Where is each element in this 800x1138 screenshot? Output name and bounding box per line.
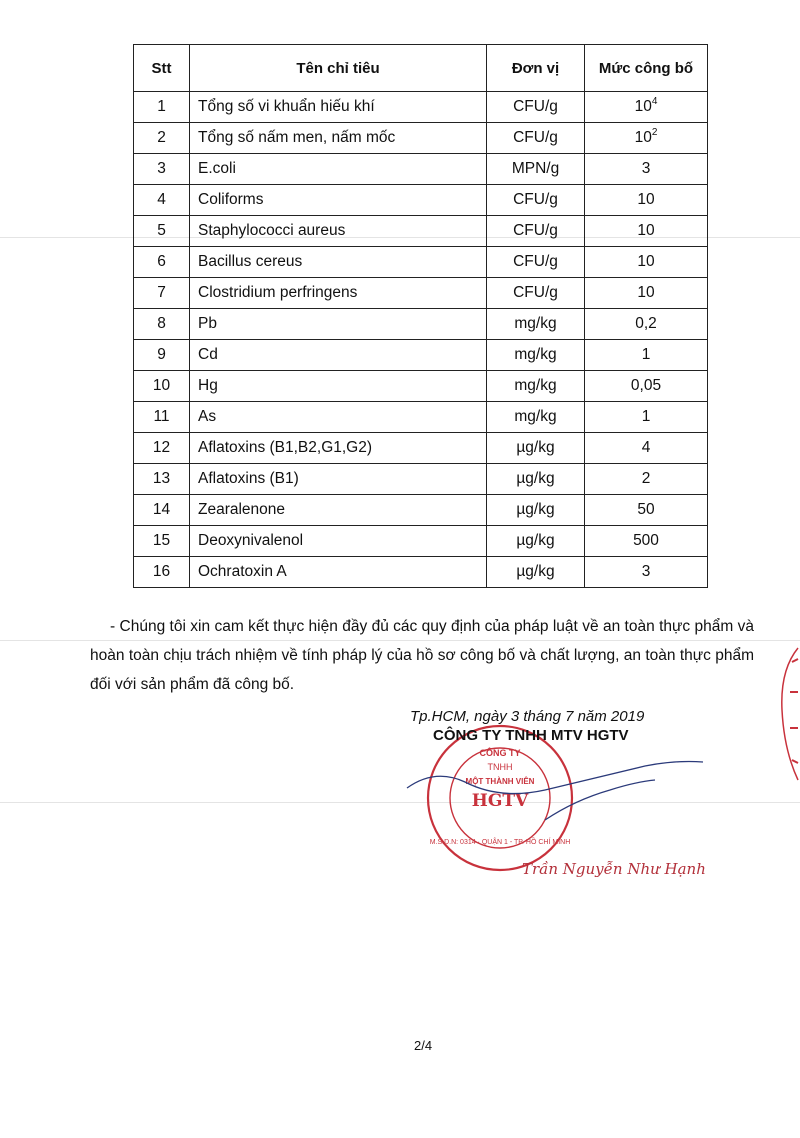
row-level: 0,05 — [585, 371, 708, 402]
row-unit: µg/kg — [487, 464, 585, 495]
row-stt: 4 — [134, 185, 190, 216]
svg-text:HGTV: HGTV — [471, 791, 529, 811]
row-unit: µg/kg — [487, 557, 585, 588]
row-level: 1 — [585, 340, 708, 371]
row-name: Cd — [190, 340, 487, 371]
header-stt: Stt — [134, 45, 190, 92]
exponent: 2 — [651, 127, 658, 138]
company-name: CÔNG TY TNHH MTV HGTV — [433, 727, 629, 744]
row-name: E.coli — [190, 154, 487, 185]
edge-stamp-fragment — [770, 640, 800, 790]
row-stt: 6 — [134, 247, 190, 278]
table-row — [134, 309, 708, 340]
row-name: Tổng số vi khuẩn hiếu khí — [190, 92, 487, 123]
svg-text:CÔNG TY: CÔNG TY — [479, 748, 521, 758]
handwritten-signature — [405, 760, 705, 840]
row-name: Ochratoxin A — [190, 557, 487, 588]
commitment-paragraph: - Chúng tôi xin cam kết thực hiện đầy đủ các quy định của pháp luật về an toàn thực phẩm và hoàn toàn chịu trách nhiệm về tính pháp lý của hồ sơ công bố và chất lượng, an toàn thực phẩm đối với sản phẩm đã công bố. — [90, 618, 754, 693]
table-header-row — [134, 45, 708, 92]
row-name: Clostridium perfringens — [190, 278, 487, 309]
row-stt: 2 — [134, 123, 190, 154]
row-stt: 14 — [134, 495, 190, 526]
table-row — [134, 123, 708, 154]
table-row — [134, 216, 708, 247]
svg-text:TNHH: TNHH — [487, 762, 513, 772]
row-unit: mg/kg — [487, 371, 585, 402]
row-level: 2 — [585, 464, 708, 495]
row-stt: 15 — [134, 526, 190, 557]
row-unit: µg/kg — [487, 495, 585, 526]
header-level: Mức công bố — [585, 45, 708, 92]
row-unit: µg/kg — [487, 433, 585, 464]
row-stt: 5 — [134, 216, 190, 247]
row-stt: 11 — [134, 402, 190, 433]
exponent: 4 — [651, 96, 658, 107]
row-name: Hg — [190, 371, 487, 402]
row-stt: 8 — [134, 309, 190, 340]
row-unit: mg/kg — [487, 402, 585, 433]
row-level: 50 — [585, 495, 708, 526]
row-level: 0,2 — [585, 309, 708, 340]
row-unit: mg/kg — [487, 340, 585, 371]
row-unit: CFU/g — [487, 92, 585, 123]
row-stt: 1 — [134, 92, 190, 123]
row-level: 10 — [585, 278, 708, 309]
row-name: Staphylococci aureus — [190, 216, 487, 247]
table-row — [134, 247, 708, 278]
row-name: Tổng số nấm men, nấm mốc — [190, 123, 487, 154]
row-name: Aflatoxins (B1) — [190, 464, 487, 495]
row-unit: CFU/g — [487, 216, 585, 247]
row-name: As — [190, 402, 487, 433]
row-level: 10 — [585, 216, 708, 247]
row-level: 3 — [585, 557, 708, 588]
row-name: Pb — [190, 309, 487, 340]
row-name: Coliforms — [190, 185, 487, 216]
row-name: Deoxynivalenol — [190, 526, 487, 557]
table-row — [134, 371, 708, 402]
table-row — [134, 154, 708, 185]
table-row — [134, 464, 708, 495]
row-stt: 9 — [134, 340, 190, 371]
specification-table — [133, 44, 708, 588]
row-name: Aflatoxins (B1,B2,G1,G2) — [190, 433, 487, 464]
table-row — [134, 557, 708, 588]
row-unit: CFU/g — [487, 185, 585, 216]
table-row — [134, 495, 708, 526]
row-level: 500 — [585, 526, 708, 557]
row-name: Bacillus cereus — [190, 247, 487, 278]
row-level: $10^4$ — [585, 92, 708, 123]
table-row — [134, 526, 708, 557]
row-unit: µg/kg — [487, 526, 585, 557]
row-stt: 16 — [134, 557, 190, 588]
table-row — [134, 340, 708, 371]
row-unit: MPN/g — [487, 154, 585, 185]
row-unit: CFU/g — [487, 247, 585, 278]
row-stt: 12 — [134, 433, 190, 464]
row-name: Zearalenone — [190, 495, 487, 526]
svg-text:MỘT THÀNH VIÊN: MỘT THÀNH VIÊN — [465, 777, 535, 786]
table-row — [134, 185, 708, 216]
row-level: 3 — [585, 154, 708, 185]
signer-name: Trần Nguyễn Như Hạnh — [522, 860, 706, 878]
table-row — [134, 402, 708, 433]
table-row — [134, 433, 708, 464]
place-date: Tp.HCM, ngày 3 tháng 7 năm 2019 — [410, 708, 645, 725]
svg-text:M.S.D.N: 0314 · QUẬN 1 - TP. H: M.S.D.N: 0314 · QUẬN 1 - TP. HỒ CHÍ MINH — [429, 839, 571, 846]
table-row — [134, 278, 708, 309]
row-unit: CFU/g — [487, 278, 585, 309]
table-row — [134, 92, 708, 123]
row-unit: CFU/g — [487, 123, 585, 154]
row-level: 4 — [585, 433, 708, 464]
header-unit: Đơn vị — [487, 45, 585, 92]
row-level: 1 — [585, 402, 708, 433]
row-stt: 13 — [134, 464, 190, 495]
page-number: 2/4 — [414, 1038, 433, 1053]
row-stt: 3 — [134, 154, 190, 185]
row-stt: 10 — [134, 371, 190, 402]
row-level: 10 — [585, 247, 708, 278]
row-stt: 7 — [134, 278, 190, 309]
row-unit: mg/kg — [487, 309, 585, 340]
row-level: 10 — [585, 185, 708, 216]
header-name: Tên chỉ tiêu — [190, 45, 487, 92]
row-level: $10^2$ — [585, 123, 708, 154]
